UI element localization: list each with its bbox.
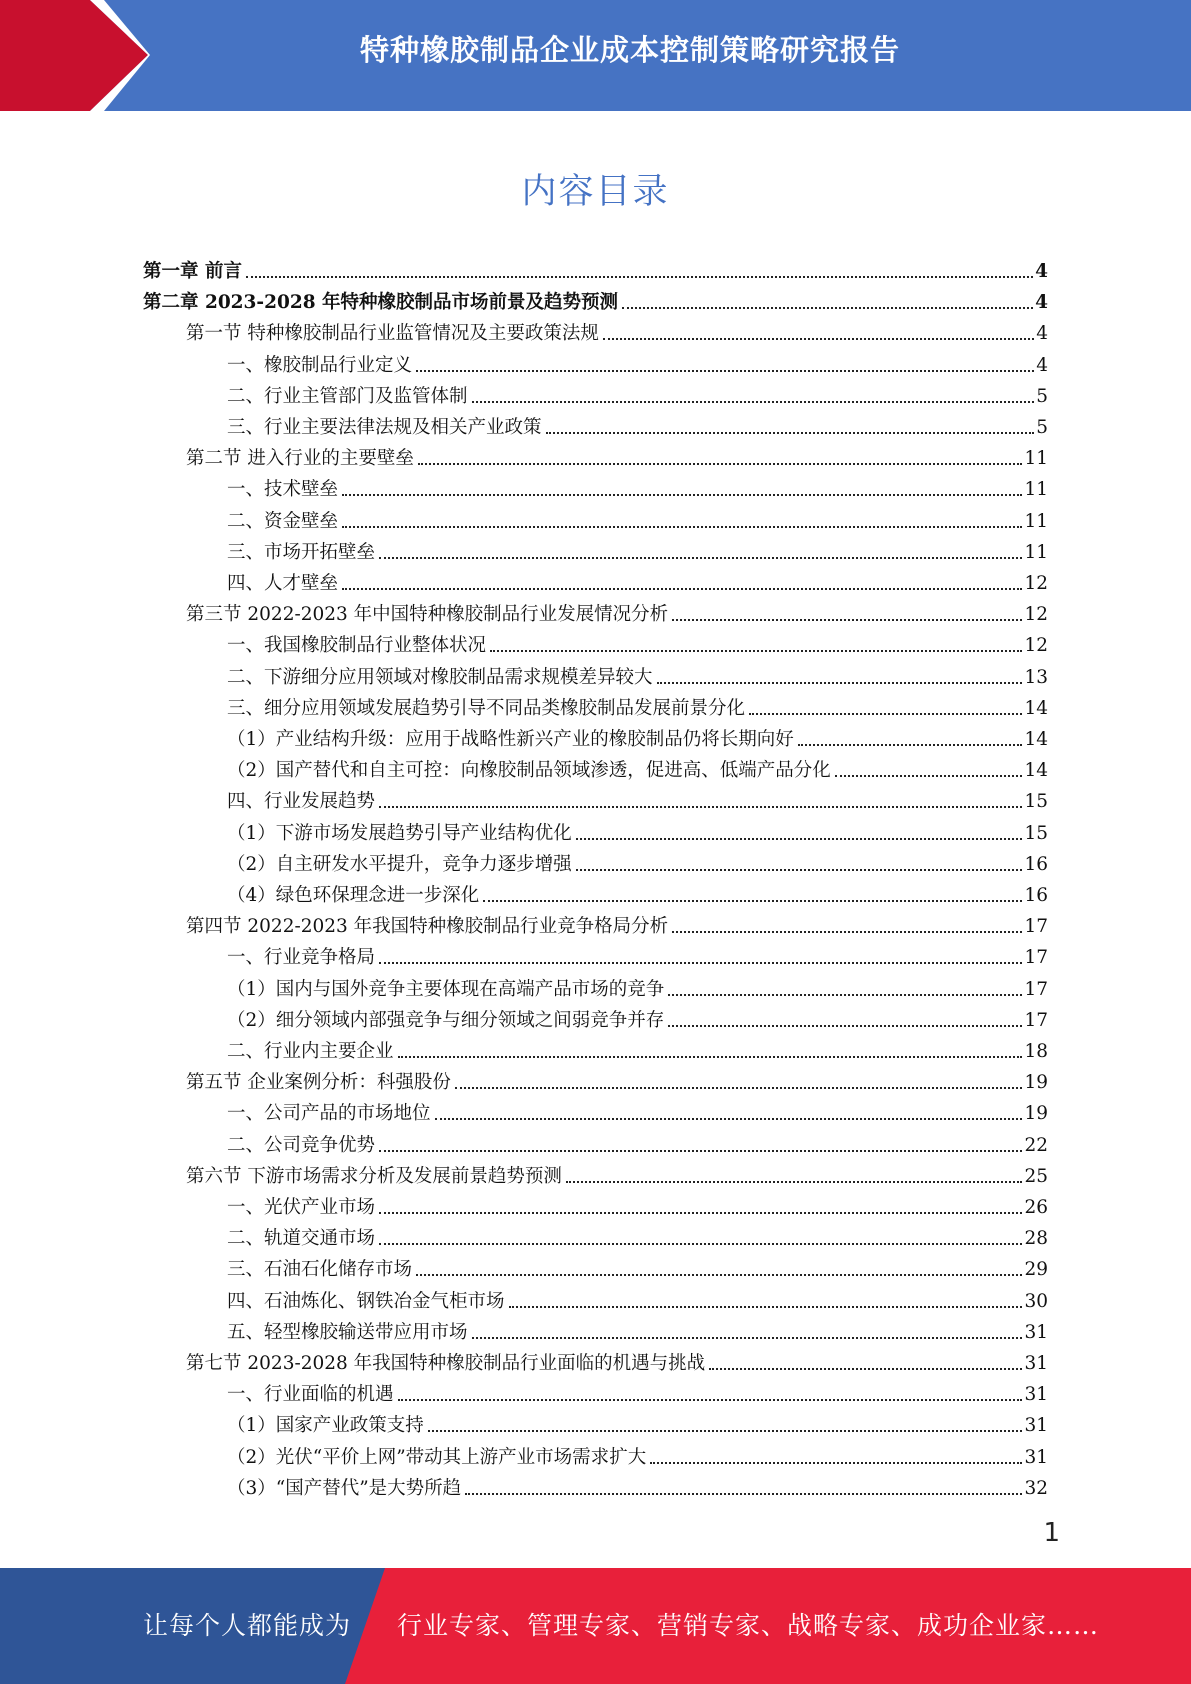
toc-leader-dots (379, 557, 1022, 559)
toc-leader-dots (603, 338, 1034, 340)
toc-entry-page: 15 (1024, 791, 1048, 813)
toc-entry-page: 14 (1024, 729, 1048, 750)
toc-entry[interactable] (227, 1033, 1048, 1064)
toc-leader-dots (416, 370, 1034, 372)
toc-entry-page: 4 (1036, 354, 1048, 376)
toc-entry-title: 二、下游细分应用领域对橡胶制品需求规模差异较大 (227, 666, 653, 688)
toc-leader-dots (672, 619, 1022, 621)
toc-entry-page: 4 (1035, 292, 1048, 314)
toc-entry-page: 17 (1024, 916, 1048, 938)
toc-leader-dots (379, 962, 1022, 964)
toc-entry[interactable] (227, 659, 1048, 690)
toc-entry-title: 第二章 2023-2028 年特种橡胶制品市场前景及趋势预测 (143, 292, 619, 314)
toc-entry[interactable] (186, 1158, 1048, 1189)
toc-entry[interactable] (227, 1002, 1048, 1033)
toc-entry-title: 一、公司产品的市场地位 (227, 1103, 431, 1125)
toc-entry[interactable] (186, 1064, 1048, 1095)
toc-entry-title: 二、资金壁垒 (227, 510, 339, 532)
toc-entry[interactable] (227, 690, 1048, 721)
toc-entry-page: 11 (1024, 448, 1048, 470)
toc-entry-title: 四、石油炼化、钢铁冶金气柜市场 (227, 1290, 505, 1312)
toc-leader-dots (428, 1430, 1023, 1432)
toc-entry-title: 三、石油石化储存市场 (227, 1259, 413, 1281)
toc-entry[interactable] (186, 440, 1048, 471)
toc-leader-dots (546, 432, 1035, 434)
toc-leader-dots (749, 713, 1022, 715)
toc-entry[interactable] (227, 1376, 1048, 1407)
toc-title: 内容目录 (521, 172, 670, 212)
toc-entry-page: 12 (1024, 604, 1048, 626)
toc-leader-dots (483, 900, 1022, 902)
toc-leader-dots (379, 806, 1022, 808)
toc-entry-title: 第七节 2023-2028 年我国特种橡胶制品行业面临的机遇与挑战 (186, 1353, 706, 1374)
toc-entry-page: 22 (1024, 1134, 1048, 1156)
toc-entry-page: 30 (1024, 1290, 1048, 1312)
toc-entry[interactable] (227, 815, 1048, 846)
toc-entry-title: 一、我国橡胶制品行业整体状况 (227, 635, 487, 657)
toc-leader-dots (342, 494, 1022, 496)
toc-entry-page: 17 (1024, 947, 1048, 969)
toc-entry-title: 第六节 下游市场需求分析及发展前景趋势预测 (186, 1165, 562, 1187)
toc-entry-title: 二、行业内主要企业 (227, 1041, 394, 1062)
toc-entry[interactable] (227, 877, 1048, 908)
toc-leader-dots (668, 994, 1022, 996)
toc-entry-title: （4）绿色环保理念进一步深化 (227, 885, 480, 906)
toc-entry[interactable] (227, 752, 1048, 783)
toc-entry-page: 31 (1024, 1384, 1048, 1406)
toc-entry-page: 11 (1024, 541, 1048, 563)
toc-entry[interactable] (186, 596, 1048, 627)
toc-entry-title: 四、人才壁垒 (227, 573, 339, 594)
footer-slogan-left: 让每个人都能成为 (143, 1611, 352, 1640)
toc-entry[interactable] (227, 1439, 1048, 1470)
toc-leader-dots (672, 931, 1022, 933)
toc-entry[interactable] (143, 253, 1048, 284)
toc-leader-dots (472, 401, 1035, 403)
toc-entry-page: 13 (1024, 666, 1048, 688)
toc-leader-dots (416, 1274, 1022, 1276)
toc-entry[interactable] (227, 378, 1048, 409)
toc-entry-page: 32 (1024, 1477, 1048, 1499)
toc-entry[interactable] (227, 503, 1048, 534)
toc-leader-dots (455, 1087, 1023, 1089)
toc-leader-dots (668, 1025, 1022, 1027)
toc-entry[interactable] (227, 1220, 1048, 1251)
toc-leader-dots (622, 307, 1033, 309)
toc-entry[interactable] (227, 565, 1048, 596)
toc-entry[interactable] (227, 846, 1048, 877)
toc-entry-page: 16 (1024, 885, 1048, 906)
toc-entry-page: 28 (1024, 1228, 1048, 1250)
toc-entry-title: 五、轻型橡胶输送带应用市场 (227, 1321, 468, 1343)
toc-leader-dots (576, 869, 1023, 871)
toc-entry[interactable] (227, 1251, 1048, 1282)
toc-entry-page: 17 (1024, 1009, 1048, 1031)
toc-leader-dots (566, 1181, 1023, 1183)
toc-entry-title: 三、市场开拓壁垒 (227, 541, 376, 563)
toc-entry[interactable] (227, 1283, 1048, 1314)
page-number: 1 (1043, 1518, 1060, 1548)
toc-entry[interactable] (143, 284, 1048, 315)
toc-entry-page: 31 (1024, 1353, 1048, 1374)
toc-entry-title: （1）下游市场发展趋势引导产业结构优化 (227, 822, 572, 844)
toc-entry-title: （2）自主研发水平提升，竞争力逐步增强 (227, 853, 572, 875)
header-red-arrow (0, 0, 148, 111)
toc-leader-dots (576, 838, 1023, 840)
toc-entry-title: 三、行业主要法律法规及相关产业政策 (227, 417, 542, 438)
toc-entry[interactable] (186, 1345, 1048, 1376)
toc-entry-title: 第一章 前言 (143, 261, 242, 282)
toc-entry-page: 31 (1024, 1321, 1048, 1343)
toc-entry[interactable] (227, 1127, 1048, 1158)
toc-entry[interactable] (227, 534, 1048, 565)
toc-leader-dots (379, 1150, 1022, 1152)
toc-entry-page: 11 (1024, 479, 1048, 501)
toc-entry-title: （2）细分领域内部强竞争与细分领域之间弱竞争并存 (227, 1009, 665, 1031)
toc-leader-dots (798, 744, 1023, 746)
footer-slogan-right: 行业专家、管理专家、营销专家、战略专家、成功企业家…… (397, 1611, 1100, 1640)
toc-entry-title: 四、行业发展趋势 (227, 791, 376, 813)
toc-entry-page: 12 (1024, 573, 1048, 594)
toc-leader-dots (435, 1118, 1023, 1120)
toc-entry-title: 第一节 特种橡胶制品行业监管情况及主要政策法规 (186, 323, 599, 345)
toc-entry-page: 4 (1035, 261, 1048, 282)
toc-entry-title: 二、公司竞争优势 (227, 1134, 376, 1156)
toc-entry-title: 二、行业主管部门及监管体制 (227, 385, 468, 407)
toc-entry-page: 31 (1024, 1415, 1048, 1437)
toc-entry[interactable] (227, 409, 1048, 440)
toc-entry-title: 一、技术壁垒 (227, 479, 339, 501)
toc-entry[interactable] (186, 315, 1048, 346)
toc-entry-page: 16 (1024, 853, 1048, 875)
toc-entry-page: 19 (1024, 1103, 1048, 1125)
toc-entry-page: 29 (1024, 1259, 1048, 1281)
toc-entry-title: （2）光伏“平价上网”带动其上游产业市场需求扩大 (227, 1446, 647, 1468)
toc-leader-dots (342, 526, 1022, 528)
toc-leader-dots (379, 1243, 1022, 1245)
toc-entry-page: 18 (1024, 1041, 1048, 1062)
page-footer (0, 1568, 1191, 1684)
toc-entry-page: 14 (1024, 697, 1048, 719)
header-title: 特种橡胶制品企业成本控制策略研究报告 (359, 33, 900, 67)
toc-entry-page: 15 (1024, 822, 1048, 844)
page-header (0, 0, 1191, 111)
toc-entry-page: 17 (1024, 978, 1048, 1000)
toc-entry-page: 19 (1024, 1072, 1048, 1094)
toc-leader-dots (398, 1399, 1023, 1401)
toc-entry-page: 4 (1036, 323, 1048, 345)
toc-entry[interactable] (227, 1314, 1048, 1345)
toc-entry-page: 12 (1024, 635, 1048, 657)
toc-entry[interactable] (227, 1095, 1048, 1126)
toc-entry-title: （1）国家产业政策支持 (227, 1415, 424, 1437)
toc-entry-page: 14 (1024, 760, 1048, 782)
toc-entry-title: 一、光伏产业市场 (227, 1197, 376, 1218)
toc-entry[interactable] (227, 1470, 1048, 1501)
toc-entry-title: 一、行业面临的机遇 (227, 1384, 394, 1406)
toc-leader-dots (709, 1368, 1022, 1370)
toc-entry-page: 31 (1024, 1446, 1048, 1468)
toc-entry[interactable] (227, 1407, 1048, 1438)
toc-entry-title: （3）“国产替代”是大势所趋 (227, 1477, 462, 1499)
toc-leader-dots (418, 463, 1023, 465)
toc-entry[interactable] (227, 971, 1048, 1002)
toc-entry-page: 26 (1024, 1197, 1048, 1218)
toc-entry-title: 第五节 企业案例分析：科强股份 (186, 1072, 451, 1094)
toc-leader-dots (465, 1493, 1022, 1495)
toc-leader-dots (342, 588, 1022, 590)
toc-leader-dots (835, 775, 1023, 777)
toc-leader-dots (398, 1056, 1023, 1058)
toc-entry-page: 5 (1036, 417, 1048, 438)
toc-entry[interactable] (227, 939, 1048, 970)
toc-entry-title: 第四节 2022-2023 年我国特种橡胶制品行业竞争格局分析 (186, 916, 669, 938)
toc-entry-title: 一、橡胶制品行业定义 (227, 354, 413, 376)
toc-entry-title: 一、行业竞争格局 (227, 947, 376, 969)
toc-entry-title: （1）国内与国外竞争主要体现在高端产品市场的竞争 (227, 978, 665, 1000)
toc-entry-title: 第三节 2022-2023 年中国特种橡胶制品行业发展情况分析 (186, 604, 669, 626)
toc-leader-dots (379, 1212, 1022, 1214)
toc-entry-page: 25 (1024, 1165, 1048, 1187)
toc-entry-title: 三、细分应用领域发展趋势引导不同品类橡胶制品发展前景分化 (227, 697, 746, 719)
toc-entry[interactable] (227, 627, 1048, 658)
toc-leader-dots (657, 682, 1023, 684)
toc-entry[interactable] (227, 721, 1048, 752)
toc-entry-title: 第二节 进入行业的主要壁垒 (186, 448, 414, 470)
toc-entry-title: 二、轨道交通市场 (227, 1228, 376, 1250)
toc-leader-dots (650, 1462, 1022, 1464)
toc-entry-page: 5 (1036, 385, 1048, 407)
toc-entry[interactable] (227, 1189, 1048, 1220)
toc-leader-dots (490, 650, 1022, 652)
toc-leader-dots (509, 1306, 1023, 1308)
toc-entry-title: （1）产业结构升级：应用于战略性新兴产业的橡胶制品仍将长期向好 (227, 729, 794, 750)
toc-leader-dots (472, 1337, 1023, 1339)
toc-leader-dots (246, 276, 1033, 278)
toc-entry-title: （2）国产替代和自主可控：向橡胶制品领域渗透，促进高、低端产品分化 (227, 760, 831, 782)
toc-entry[interactable] (227, 347, 1048, 378)
toc-entry[interactable] (227, 783, 1048, 814)
toc-entry[interactable] (186, 908, 1048, 939)
toc-entry-page: 11 (1024, 510, 1048, 532)
toc-entry[interactable] (227, 471, 1048, 502)
